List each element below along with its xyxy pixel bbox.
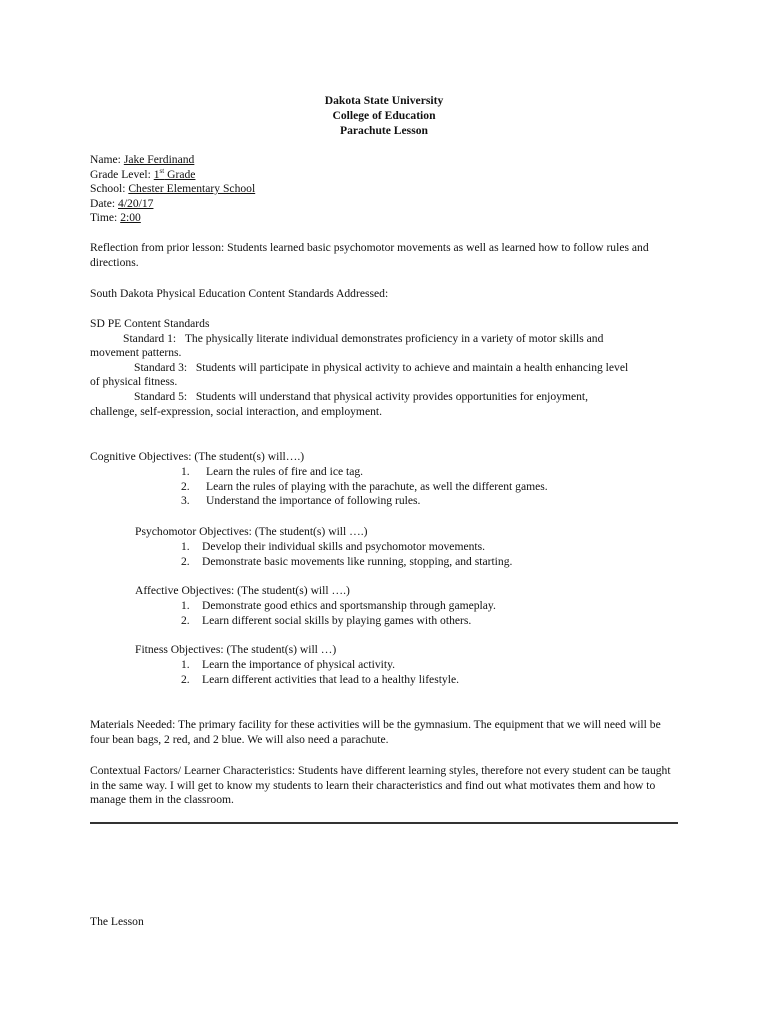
list-number: 3. — [181, 494, 190, 508]
list-number: 1. — [181, 465, 190, 478]
grade-line — [90, 168, 680, 183]
list-number: 2. — [181, 672, 190, 686]
standard-3-continued: of physical fitness. — [90, 375, 178, 389]
list-item-text: Learn different social skills by playing games with others. — [202, 613, 472, 627]
standards-heading: South Dakota Physical Education Content Standards Addressed: — [90, 287, 389, 300]
standard-1-line — [90, 332, 680, 347]
grade-number: 1 — [153, 167, 160, 181]
lesson-info — [90, 153, 680, 226]
list-item-text: Understand the importance of following rules. — [206, 494, 421, 508]
list-number: 1. — [181, 599, 190, 612]
section-divider — [90, 822, 678, 824]
time-label: Time: — [90, 211, 121, 225]
standard-1-label: Standard 1: — [123, 331, 177, 345]
list-item — [181, 480, 681, 495]
list-item-text: Demonstrate good ethics and sportsmanship through gameplay. — [202, 599, 496, 612]
name-value: Jake Ferdinand — [123, 153, 195, 166]
list-item — [181, 614, 681, 629]
grade-value — [154, 168, 196, 181]
standards-section — [90, 317, 680, 419]
list-item-text: Demonstrate basic movements like running, stopping, and starting. — [202, 554, 513, 568]
standard-3-text: Students will participate in physical activity to achieve and maintain a health enhancing level — [195, 360, 629, 374]
list-number: 1. — [181, 658, 190, 671]
list-item — [181, 599, 681, 614]
standard-1-text: The physically literate individual demonstrates proficiency in a variety of motor skills and — [184, 331, 604, 345]
reflection-paragraph: Reflection from prior lesson: Students learned basic psychomotor movements as well as learned how to follow rules and directions. — [90, 241, 649, 269]
fitness-heading: Fitness Objectives: (The student(s) will …) — [135, 643, 337, 656]
list-item — [181, 494, 681, 509]
list-item — [181, 555, 681, 570]
affective-list — [181, 599, 681, 628]
name-label: Name: — [90, 153, 124, 166]
standard-5-text: Students will understand that physical activity provides opportunities for enjoyment, — [195, 389, 589, 403]
date-label: Date: — [90, 196, 119, 210]
date-value: 4/20/17 — [118, 196, 154, 210]
list-number: 2. — [181, 479, 190, 493]
materials-paragraph: Materials Needed: The primary facility for these activities will be the gymnasium. The equipment that we will need will be four bean bags, 2 red, and 2 blue. We will also need a parachute. — [90, 718, 661, 746]
contextual-paragraph: Contextual Factors/ Learner Characteristics: Students have different learning styles, therefore not every student can be taught in the same way. I will get to know my students to learn their characteristics and find out what motivates them and how to manage them in the classroom. — [90, 764, 671, 807]
psychomotor-heading: Psychomotor Objectives: (The student(s) will ….) — [135, 525, 368, 538]
standard-5-label: Standard 5: — [134, 389, 188, 403]
school-value: Chester Elementary School — [128, 182, 256, 196]
date-line — [90, 197, 680, 212]
college-title: College of Education — [332, 109, 436, 122]
list-item — [181, 540, 681, 555]
time-line — [90, 211, 680, 226]
grade-suffix: st — [159, 166, 165, 175]
grade-label: Grade Level: — [90, 167, 154, 181]
lesson-heading: The Lesson — [90, 915, 144, 928]
name-line — [90, 153, 680, 168]
standard-5-continued: challenge, self-expression, social interaction, and employment. — [90, 404, 383, 418]
affective-heading: Affective Objectives: (The student(s) will ….) — [135, 584, 350, 597]
list-item-text: Learn different activities that lead to a healthy lifestyle. — [202, 672, 459, 686]
standard-3-line — [90, 361, 680, 376]
list-item — [181, 465, 681, 480]
list-item-text: Learn the importance of physical activity. — [202, 658, 396, 671]
psychomotor-list — [181, 540, 681, 569]
standard-3-label: Standard 3: — [134, 360, 188, 374]
list-item-text: Learn the rules of fire and ice tag. — [206, 465, 364, 478]
university-title: Dakota State University — [324, 94, 444, 107]
fitness-list — [181, 658, 681, 687]
school-label: School: — [90, 182, 129, 196]
standards-title: SD PE Content Standards — [90, 317, 210, 330]
cognitive-list — [181, 465, 681, 509]
school-line — [90, 182, 680, 197]
lesson-title: Parachute Lesson — [340, 124, 428, 137]
list-item-text: Develop their individual skills and psychomotor movements. — [202, 540, 486, 553]
time-value: 2:00 — [120, 211, 141, 225]
list-number: 2. — [181, 613, 190, 627]
list-number: 1. — [181, 540, 190, 553]
document-header — [0, 94, 768, 139]
standard-5-line — [90, 390, 680, 405]
standard-1-continued: movement patterns. — [90, 346, 182, 360]
list-item — [181, 673, 681, 688]
grade-word: Grade — [164, 167, 196, 181]
list-number: 2. — [181, 554, 190, 568]
cognitive-heading: Cognitive Objectives: (The student(s) will….) — [90, 450, 305, 463]
list-item-text: Learn the rules of playing with the parachute, as well the different games. — [206, 479, 548, 493]
list-item — [181, 658, 681, 673]
